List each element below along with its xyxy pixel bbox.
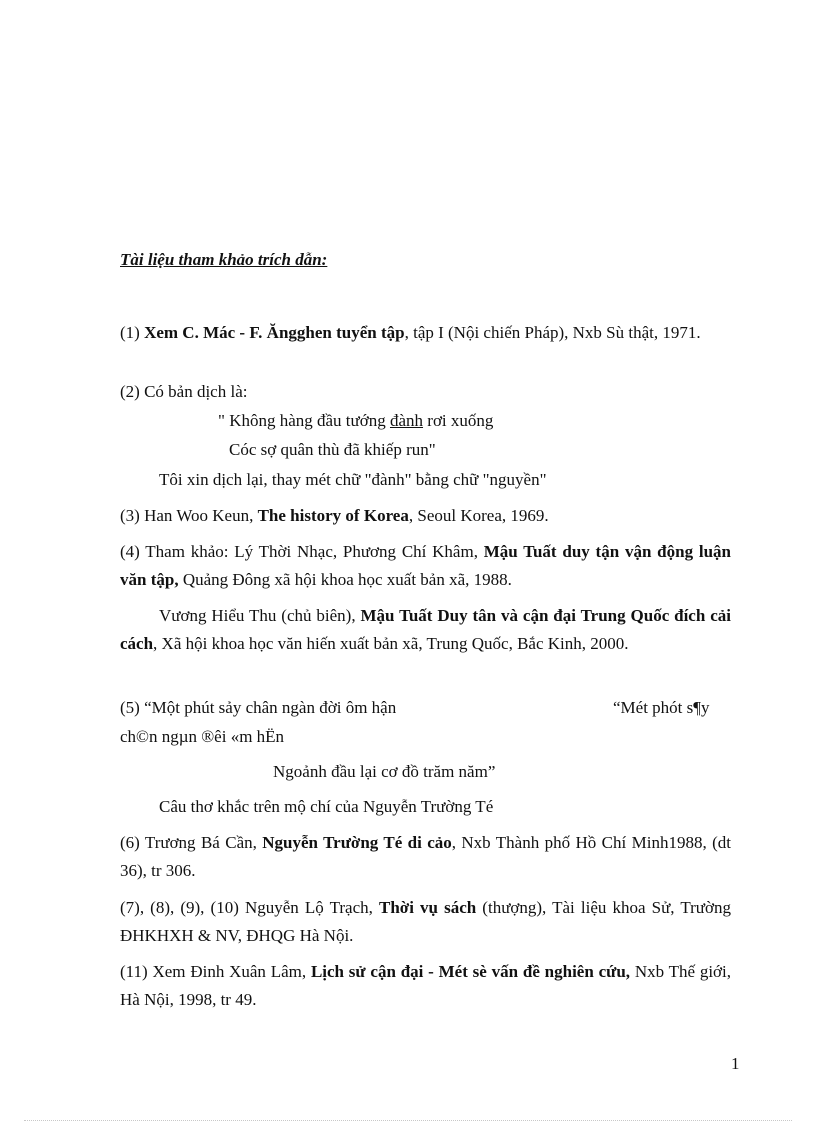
ref-11-title: Lịch sử cận đại - Mét sè vấn đề nghiên cứu,	[310, 962, 631, 981]
ref-3-details: , Seoul Korea, 1969.	[408, 506, 549, 525]
ref-6-details: , Nxb Thành phố Hồ Chí Minh1988, (dt 36), tr 306.	[120, 833, 731, 880]
verse-1-underlined-word: đành	[389, 411, 424, 430]
ref-4b-details: , Xã hội khoa học văn hiến xuất bản xã, Trung Quốc, Bắc Kinh, 2000.	[153, 634, 629, 653]
ref-3-author: (3) Han Woo Keun,	[120, 506, 258, 525]
page-number: 1	[731, 1054, 740, 1073]
reference-11	[120, 958, 731, 1014]
reference-2-verse-2: Cóc sợ quân thù đã khiếp run"	[229, 440, 436, 459]
ref-4-title: Mậu Tuất duy tận vận động luận văn tập,	[120, 542, 731, 589]
verse-1-start: " Không hàng đầu tướng	[218, 411, 390, 430]
reference-5-line-1: (5) “Một phút sảy chân ngàn đời ôm hận	[120, 698, 397, 717]
verse-1-end: rơi xuống	[423, 411, 494, 430]
reference-2-intro: (2) Có bản dịch là:	[120, 382, 248, 401]
ref-4b-author: Vương Hiểu Thu (chủ biên),	[159, 606, 361, 625]
reference-5-garbled-1: “Mét phót s¶y	[613, 698, 710, 717]
ref-1-number: (1)	[120, 323, 145, 342]
ref-4-details: Quảng Đông xã hội khoa học xuất bản xã, 1988.	[178, 570, 512, 589]
ref-7-details: (thượng), Tài liệu khoa Sử, Trường ĐHKHXH & NV, ĐHQG Hà Nội.	[120, 898, 731, 945]
reference-5-verse: Ngoảnh đầu lại cơ đồ trăm năm”	[273, 762, 496, 781]
ref-6-title: Nguyễn Trường Té di cảo	[262, 833, 452, 852]
ref-11-details: Nxb Thế giới, Hà Nội, 1998, tr 49.	[120, 962, 732, 1009]
reference-2-note: Tôi xin dịch lại, thay mét chữ "đành" bằng chữ "nguyền"	[159, 470, 547, 489]
reference-5-note: Câu thơ khắc trên mộ chí của Nguyễn Trường Té	[159, 797, 494, 816]
footer-divider	[24, 1120, 792, 1121]
reference-5-garbled-2: ch©n ngµn ®êi «m hËn	[120, 727, 285, 746]
reference-4	[120, 538, 731, 594]
ref-7-title: Thời vụ sách	[378, 898, 477, 917]
reference-4-second	[120, 602, 731, 658]
ref-1-title: Xem C. Mác - F. Ăngghen tuyển tập	[144, 323, 405, 342]
ref-3-title: The history of Korea	[257, 506, 409, 525]
ref-4b-title: Mậu Tuất Duy tân và cận đại Trung Quốc đích cải cách	[120, 606, 731, 653]
ref-4-authors: (4) Tham khảo: Lý Thời Nhạc, Phương Chí Khâm,	[120, 542, 484, 561]
ref-6-author: (6) Trương Bá Cần,	[120, 833, 263, 852]
reference-7	[120, 894, 731, 950]
references-heading: Tài liệu tham khảo trích dẫn:	[120, 250, 328, 269]
ref-7-author: (7), (8), (9), (10) Nguyễn Lộ Trạch,	[120, 898, 379, 917]
reference-1	[120, 319, 731, 347]
reference-2-verse-1	[218, 407, 493, 435]
reference-3	[120, 502, 549, 530]
reference-6	[120, 829, 731, 885]
ref-11-author: (11) Xem Đinh Xuân Lâm,	[120, 962, 311, 981]
ref-1-details: , tập I (Nội chiến Pháp), Nxb Sù thật, 1971.	[404, 323, 701, 342]
